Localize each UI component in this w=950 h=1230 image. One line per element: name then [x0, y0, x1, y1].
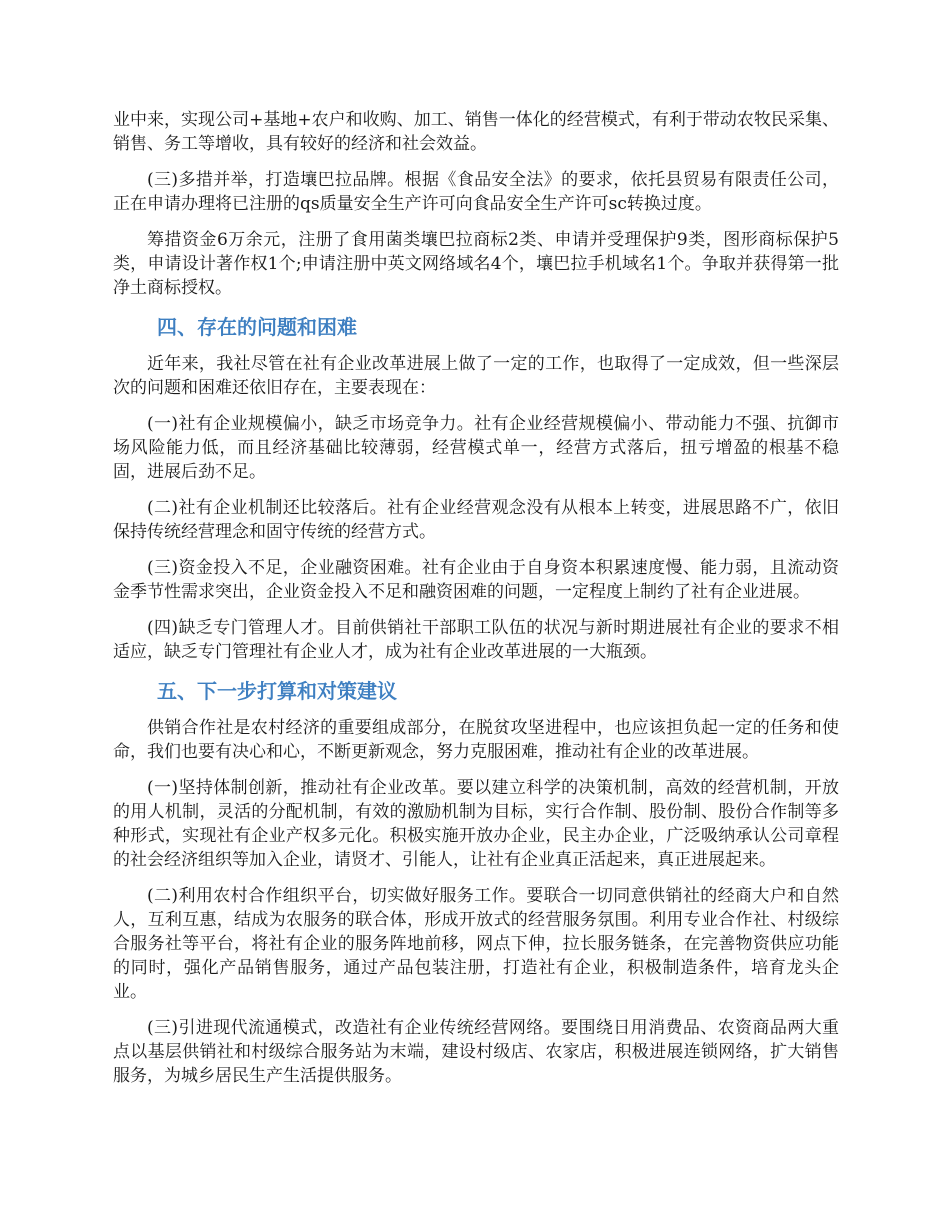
paragraph: (一)社有企业规模偏小，缺乏市场竞争力。社有企业经营规模偏小、带动能力不强、抗御市场风险能力低，而且经济基础比较薄弱，经营模式单一，经营方式落后，扭亏增盈的根基不稳固，进展后劲不足。: [113, 414, 839, 482]
paragraph: (二)社有企业机制还比较落后。社有企业经营观念没有从根本上转变，进展思路不广，依旧保持传统经营理念和固守传统的经营方式。: [113, 498, 839, 542]
paragraph: 业中来，实现公司+基地+农户和收购、加工、销售一体化的经营模式，有利于带动农牧民采集、销售、务工等增收，具有较好的经济和社会效益。: [113, 110, 839, 154]
paragraph: (四)缺乏专门管理人才。目前供销社干部职工队伍的状况与新时期进展社有企业的要求不相适应，缺乏专门管理社有企业人才，成为社有企业改革进展的一大瓶颈。: [113, 618, 839, 662]
document-page: [113, 108, 839, 1100]
paragraph: (三)资金投入不足，企业融资困难。社有企业由于自身资本积累速度慢、能力弱，且流动资金季节性需求突出，企业资金投入不足和融资困难的问题，一定程度上制约了社有企业进展。: [113, 558, 839, 602]
section-heading: 五、下一步打算和对策建议: [157, 679, 397, 703]
paragraph: (三)引进现代流通模式，改造社有企业传统经营网络。要围绕日用消费品、农资商品两大重点以基层供销社和村级综合服务站为末端，建设村级店、农家店，积极进展连锁网络，扩大销售服务，为城乡居民生产生活提供服务。: [113, 1018, 839, 1086]
paragraph: 近年来，我社尽管在社有企业改革进展上做了一定的工作，也取得了一定成效，但一些深层次的问题和困难还依旧存在，主要表现在：: [113, 354, 839, 398]
section-heading: 四、存在的问题和困难: [157, 315, 357, 339]
paragraph: (二)利用农村合作组织平台，切实做好服务工作。要联合一切同意供销社的经商大户和自然人，互利互惠，结成为农服务的联合体，形成开放式的经营服务氛围。利用专业合作社、村级综合服务社等平台，将社有企业的服务阵地前移，网点下伸，拉长服务链条，在完善物资供应功能的同时，强化产品销售服务，通过产品包装注册，打造社有企业，积极制造条件，培育龙头企业。: [113, 886, 839, 1002]
paragraph: (一)坚持体制创新，推动社有企业改革。要以建立科学的决策机制，高效的经营机制，开放的用人机制，灵活的分配机制，有效的激励机制为目标，实行合作制、股份制、股份合作制等多种形式，实现社有企业产权多元化。积极实施开放办企业，民主办企业，广泛吸纳承认公司章程的社会经济组织等加入企业，请贤才、引能人，让社有企业真正活起来，真正进展起来。: [113, 778, 839, 870]
paragraph: 筹措资金6万余元，注册了食用菌类壤巴拉商标2类、申请并受理保护9类，图形商标保护5类，申请设计著作权1个;申请注册中英文网络域名4个，壤巴拉手机域名1个。争取并获得第一批净土商标授权。: [113, 230, 839, 298]
paragraph: (三)多措并举，打造壤巴拉品牌。根据《食品安全法》的要求，依托县贸易有限责任公司，正在申请办理将已注册的qs质量安全生产许可向食品安全生产许可sc转换过度。: [113, 170, 839, 214]
paragraph: 供销合作社是农村经济的重要组成部分，在脱贫攻坚进程中，也应该担负起一定的任务和使命，我们也要有决心和心，不断更新观念，努力克服困难，推动社有企业的改革进展。: [113, 718, 839, 762]
